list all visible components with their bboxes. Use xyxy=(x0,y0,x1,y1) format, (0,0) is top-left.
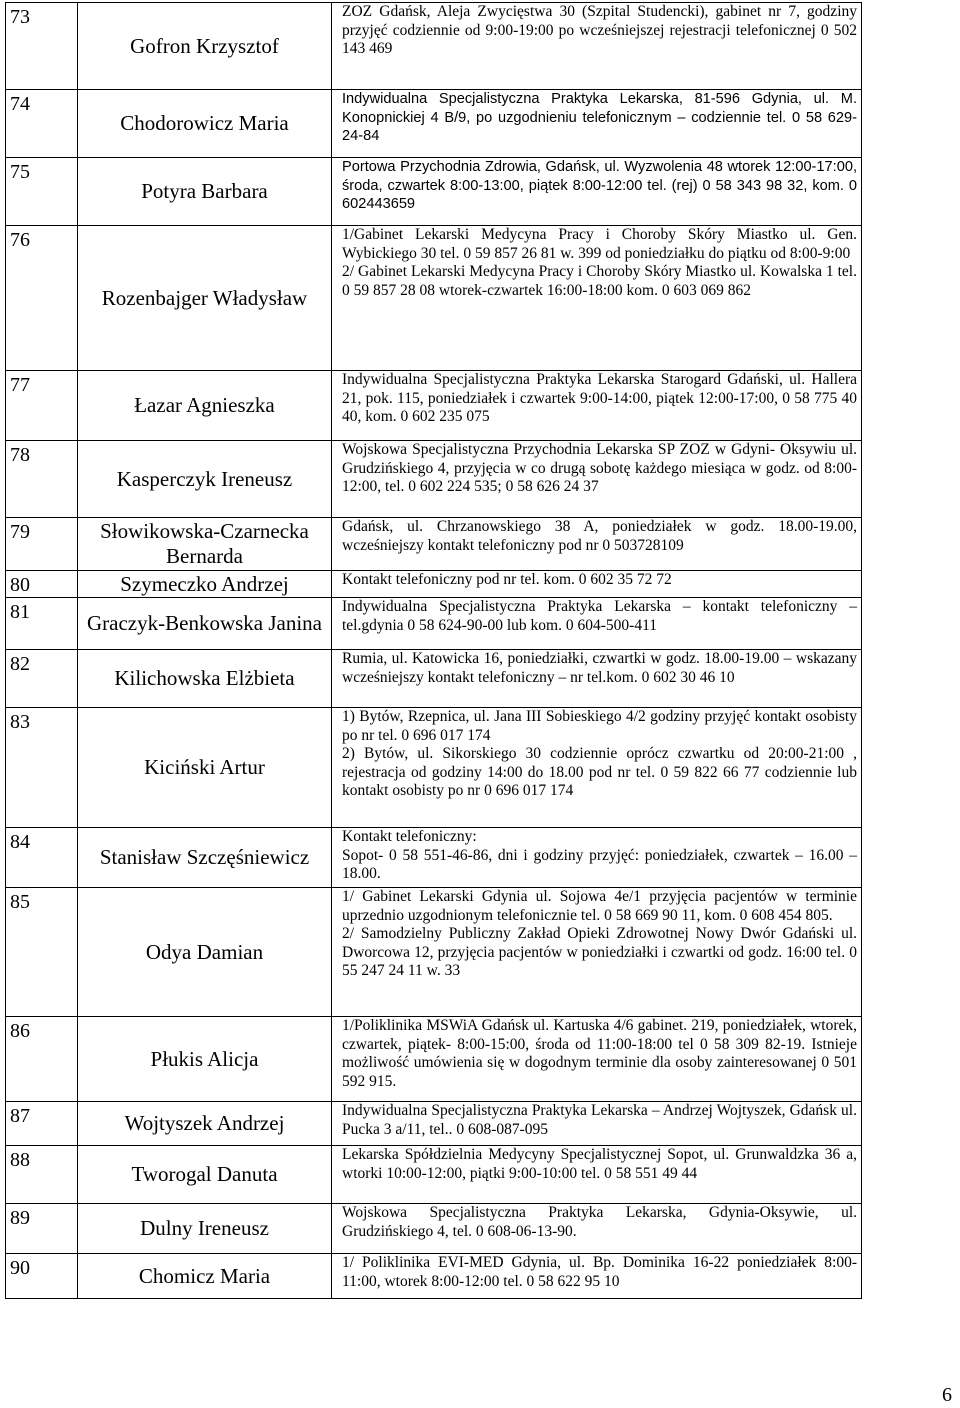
row-number-cell xyxy=(6,1017,78,1102)
practice-info-cell xyxy=(332,441,862,518)
doctor-name: Słowikowska-Czarnecka Bernarda xyxy=(100,519,309,568)
practice-info-cell xyxy=(332,90,862,158)
practice-info-line: Kontakt telefoniczny: xyxy=(342,828,477,845)
doctor-name: Łazar Agnieszka xyxy=(134,393,275,417)
practice-info-line: Wojskowa Specjalistyczna Praktyka Lekarska, Gdynia-Oksywie, ul. Grudzińskiego 4, tel. 0 608-06-13-90. xyxy=(342,1204,857,1240)
doctor-name: Rozenbajger Władysław xyxy=(101,285,308,310)
row-number-cell xyxy=(6,828,78,888)
row-number: 90 xyxy=(10,1257,30,1279)
row-number: 88 xyxy=(10,1149,30,1171)
doctor-name: Dulny Ireneusz xyxy=(140,1216,269,1240)
row-number: 84 xyxy=(10,831,30,853)
row-number-cell xyxy=(6,1254,78,1299)
doctor-name-cell xyxy=(78,90,332,158)
doctors-table xyxy=(5,2,862,1299)
table-row xyxy=(6,90,862,158)
row-number-cell xyxy=(6,226,78,371)
row-number: 85 xyxy=(10,891,30,913)
row-number: 83 xyxy=(10,711,30,733)
row-number: 87 xyxy=(10,1105,30,1127)
doctor-name-cell xyxy=(78,888,332,1017)
practice-info-cell xyxy=(332,708,862,828)
practice-info-cell xyxy=(332,571,862,598)
doctor-name-cell xyxy=(78,1254,332,1299)
doctor-name: Wojtyszek Andrzej xyxy=(124,1111,285,1135)
row-number: 82 xyxy=(10,653,30,675)
doctor-name-cell xyxy=(78,1146,332,1204)
table-row xyxy=(6,1254,862,1299)
practice-info-line: Indywidualna Specjalistyczna Praktyka Lekarska – Andrzej Wojtyszek, Gdańsk ul. Pucka 3 a/11, tel.. 0 608-087-095 xyxy=(342,1102,857,1138)
row-number: 80 xyxy=(10,574,30,596)
row-number-cell xyxy=(6,1102,78,1146)
doctor-name: Kasperczyk Ireneusz xyxy=(116,466,293,491)
table-row xyxy=(6,1146,862,1204)
practice-info-line: 2) Bytów, ul. Sikorskiego 30 codziennie oprócz czwartku od 20:00-21:00 , rejestracja od godziny 14:00 do 18.00 pod nr tel. 0 59 822 66 77 codziennie lub kontakt osobisty po nr 0 696 017 174 xyxy=(342,745,857,799)
practice-info-line: Gdańsk, ul. Chrzanowskiego 38 A, poniedziałek w godz. 18.00-19.00, wcześniejszy kontakt telefoniczny pod nr 0 503728109 xyxy=(342,518,857,554)
doctor-name-cell xyxy=(78,1102,332,1146)
table-row xyxy=(6,371,862,441)
practice-info-line: Kontakt telefoniczny pod nr tel. kom. 0 602 35 72 72 xyxy=(342,571,672,588)
row-number-cell xyxy=(6,90,78,158)
doctor-name: Płukis Alicja xyxy=(150,1046,259,1071)
doctor-name: Chodorowicz Maria xyxy=(120,111,289,135)
practice-info-cell xyxy=(332,1204,862,1254)
doctor-name: Gofron Krzysztof xyxy=(130,33,279,58)
doctor-name: Graczyk-Benkowska Janina xyxy=(87,611,322,635)
table-row xyxy=(6,3,862,90)
doctor-name-cell xyxy=(78,828,332,888)
practice-info-line: 1/Gabinet Lekarski Medycyna Pracy i Choroby Skóry Miastko ul. Gen. Wybickiego 30 tel. 0 59 857 26 81 w. 399 od poniedziałku do piątku od 8:00-9:00 xyxy=(342,226,857,262)
row-number-cell xyxy=(6,158,78,226)
doctor-name-cell xyxy=(78,1204,332,1254)
practice-info-line: Lekarska Spółdzielnia Medycyny Specjalistycznej Sopot, ul. Grunwaldzka 36 a, wtorki 10:00-12:00, piątki 9:00-10:00 tel. 0 58 551 49 44 xyxy=(342,1146,857,1182)
table-row xyxy=(6,888,862,1017)
practice-info-line: 1/ Poliklinika EVI-MED Gdynia, ul. Bp. Dominika 16-22 poniedziałek 8:00-11:00, wtorek 8:00-12:00 tel. 0 58 622 95 10 xyxy=(342,1254,857,1290)
doctor-name-cell xyxy=(78,650,332,708)
practice-info-line: 1/ Gabinet Lekarski Gdynia ul. Sojowa 4e/1 przyjęcia pacjentów w terminie uprzednio uzgodnionym telefonicznie tel. 0 58 669 90 11, kom. 0 608 454 805. xyxy=(342,888,857,924)
table-row xyxy=(6,1102,862,1146)
practice-info-line: Portowa Przychodnia Zdrowia, Gdańsk, ul. Wyzwolenia 48 wtorek 12:00-17:00, środa, czwartek 8:00-13:00, piątek 8:00-12:00 tel. (rej) 0 58 343 98 32, kom. 0 602443659 xyxy=(342,159,857,212)
row-number: 73 xyxy=(10,6,30,28)
doctor-name-cell xyxy=(78,371,332,441)
practice-info-line: 1) Bytów, Rzepnica, ul. Jana III Sobieskiego 4/2 godziny przyjęć kontakt osobisty po nr tel. 0 696 017 174 xyxy=(342,708,857,744)
doctor-name-cell xyxy=(78,3,332,90)
doctor-name: Stanisław Szczęśniewicz xyxy=(99,845,310,869)
doctor-name: Odya Damian xyxy=(145,939,264,964)
doctor-name: Kilichowska Elżbieta xyxy=(114,666,295,690)
practice-info-cell xyxy=(332,226,862,371)
doctor-name-cell xyxy=(78,441,332,518)
practice-info-line: 1/Poliklinika MSWiA Gdańsk ul. Kartuska 4/6 gabinet. 219, poniedziałek, wtorek, czwartek, piątek- 8:00-15:00, środa od 11:00-18:00 tel 0 58 309 82-19. Istnieje możliwość umówienia się w dogodnym terminie dla osoby zainteresowanej 0 501 592 915. xyxy=(342,1017,857,1090)
practice-info-cell xyxy=(332,1254,862,1299)
doctor-name-cell xyxy=(78,1017,332,1102)
table-row xyxy=(6,598,862,650)
row-number-cell xyxy=(6,518,78,571)
row-number: 75 xyxy=(10,161,30,183)
doctor-name-cell xyxy=(78,708,332,828)
page-number: 6 xyxy=(942,1384,952,1406)
row-number-cell xyxy=(6,1146,78,1204)
doctor-name-cell xyxy=(78,518,332,571)
doctor-name: Potyra Barbara xyxy=(141,179,268,203)
table-row xyxy=(6,226,862,371)
practice-info-cell xyxy=(332,888,862,1017)
row-number-cell xyxy=(6,598,78,650)
table-row xyxy=(6,650,862,708)
row-number: 78 xyxy=(10,444,30,466)
doctor-name-cell xyxy=(78,571,332,598)
practice-info-cell xyxy=(332,518,862,571)
table-row xyxy=(6,1204,862,1254)
practice-info-cell xyxy=(332,1102,862,1146)
practice-info-line: 2/ Gabinet Lekarski Medycyna Pracy i Choroby Skóry Miastko ul. Kowalska 1 tel. 0 59 857 28 08 wtorek-czwartek 16:00-18:00 kom. 0 603 069 862 xyxy=(342,263,857,299)
doctor-name-cell xyxy=(78,598,332,650)
practice-info-cell xyxy=(332,371,862,441)
table-row xyxy=(6,441,862,518)
practice-info-cell xyxy=(332,3,862,90)
practice-info-cell xyxy=(332,828,862,888)
row-number-cell xyxy=(6,371,78,441)
practice-info-line: Sopot- 0 58 551-46-86, dni i godziny przyjęć: poniedziałek, czwartek – 16.00 – 18.00. xyxy=(342,846,857,882)
table-row xyxy=(6,1017,862,1102)
row-number-cell xyxy=(6,571,78,598)
row-number-cell xyxy=(6,441,78,518)
row-number: 86 xyxy=(10,1020,30,1042)
row-number: 74 xyxy=(10,93,30,115)
doctor-name: Chomicz Maria xyxy=(138,1263,271,1288)
doctor-name-cell xyxy=(78,158,332,226)
row-number-cell xyxy=(6,888,78,1017)
row-number-cell xyxy=(6,708,78,828)
table-row xyxy=(6,708,862,828)
doctor-name: Szymeczko Andrzej xyxy=(120,571,289,596)
row-number: 81 xyxy=(10,601,30,623)
practice-info-cell xyxy=(332,158,862,226)
row-number-cell xyxy=(6,1204,78,1254)
practice-info-line: Indywidualna Specjalistyczna Praktyka Lekarska – kontakt telefoniczny – tel.gdynia 0 58 624-90-00 lub kom. 0 604-500-411 xyxy=(342,598,857,634)
row-number: 76 xyxy=(10,229,30,251)
practice-info-line: Rumia, ul. Katowicka 16, poniedziałki, czwartki w godz. 18.00-19.00 – wskazany wcześniejszy kontakt telefoniczny – nr tel.kom. 0 602 30 46 10 xyxy=(342,650,857,686)
practice-info-line: Wojskowa Specjalistyczna Przychodnia Lekarska SP ZOZ w Gdyni- Oksywiu ul. Grudzińskiego 4, przyjęcia w co drugą sobotę każdego miesiąca w godz. od 8:00-12:00, tel. 0 602 224 535; 0 58 626 24 37 xyxy=(342,441,857,495)
row-number: 89 xyxy=(10,1207,30,1229)
doctor-name: Tworogal Danuta xyxy=(131,1162,278,1186)
practice-info-cell xyxy=(332,650,862,708)
table-row xyxy=(6,158,862,226)
practice-info-cell xyxy=(332,598,862,650)
practice-info-line: ZOZ Gdańsk, Aleja Zwycięstwa 30 (Szpital Studencki), gabinet nr 7, godziny przyjęć codziennie od 9:00-19:00 po wcześniejszej rejestracji telefonicznej 0 502 143 469 xyxy=(342,3,857,57)
practice-info-line: 2/ Samodzielny Publiczny Zakład Opieki Zdrowotnej Nowy Dwór Gdański ul. Dworcowa 12, przyjęcia pacjentów w poniedziałki i czwartki od godz. 16:00 tel. 0 55 247 24 11 w. 33 xyxy=(342,925,857,979)
doctor-name: Kiciński Artur xyxy=(144,755,265,779)
table-row xyxy=(6,571,862,598)
row-number: 79 xyxy=(10,521,30,543)
practice-info-line: Indywidualna Specjalistyczna Praktyka Lekarska, 81-596 Gdynia, ul. M. Konopnickiej 4 B/9, po uzgodnieniu telefonicznym – codziennie tel. 0 58 629-24-84 xyxy=(342,91,857,144)
row-number: 77 xyxy=(10,374,30,396)
table-row xyxy=(6,518,862,571)
practice-info-cell xyxy=(332,1017,862,1102)
row-number-cell xyxy=(6,650,78,708)
practice-info-cell xyxy=(332,1146,862,1204)
table-body xyxy=(6,3,862,1299)
doctor-name-cell xyxy=(78,226,332,371)
table-row xyxy=(6,828,862,888)
row-number-cell xyxy=(6,3,78,90)
practice-info-line: Indywidualna Specjalistyczna Praktyka Lekarska Starogard Gdański, ul. Hallera 21, pok. 115, poniedziałek i czwartek 9:00-14:00, piątek 12:00-17:00, 0 58 775 40 40, kom. 0 602 235 075 xyxy=(342,371,857,425)
